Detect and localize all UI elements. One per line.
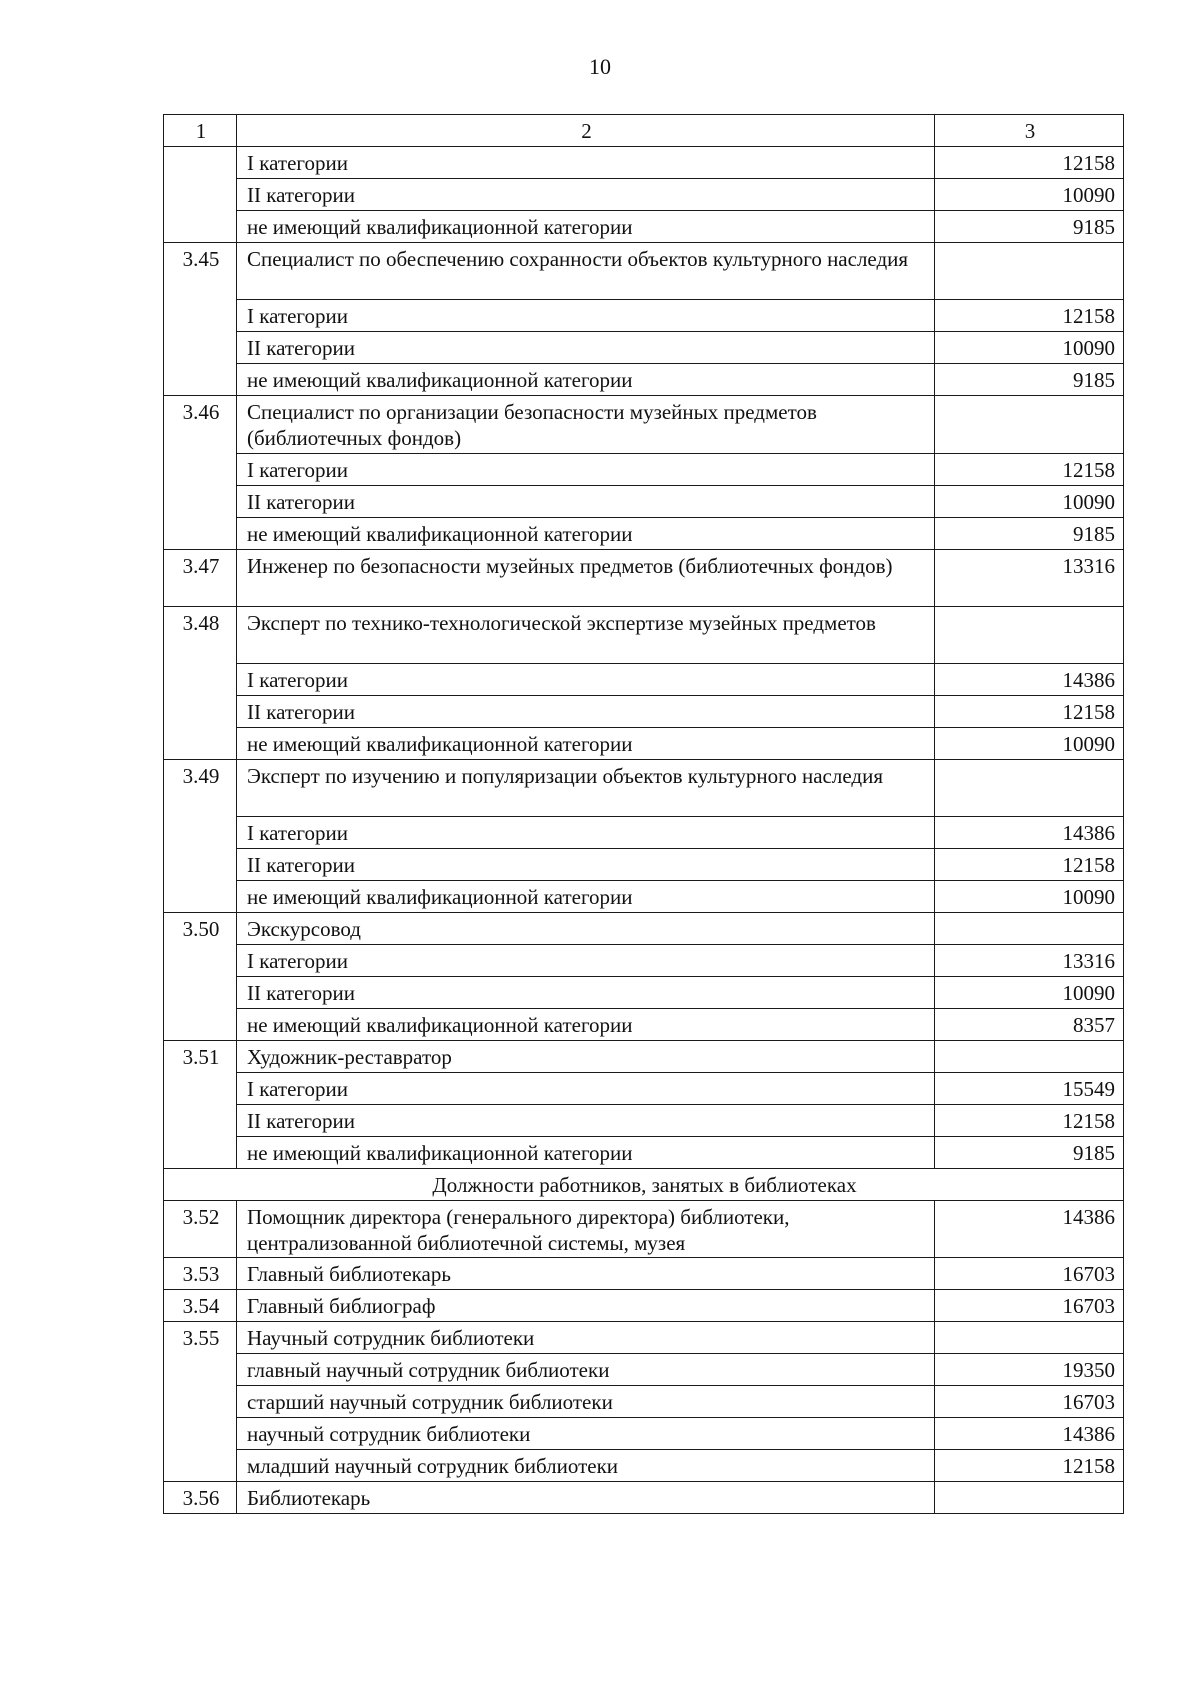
salary-value: 9185 [935,211,1124,243]
salary-value: 10090 [935,485,1124,517]
salary-value [935,759,1124,816]
category-label: I категории [237,1072,935,1104]
category-label: старший научный сотрудник библиотеки [237,1386,935,1418]
category-label: научный сотрудник библиотеки [237,1418,935,1450]
table-subrow [164,1450,1124,1482]
table-subrow [164,364,1124,396]
page-number: 10 [589,54,611,79]
item-number: 3.47 [164,549,237,606]
table-subrow [164,848,1124,880]
category-label: II категории [237,485,935,517]
table-subrow [164,179,1124,211]
table-row [164,759,1124,816]
salary-value: 10090 [935,332,1124,364]
category-label: I категории [237,944,935,976]
salary-value: 9185 [935,364,1124,396]
table-subrow [164,211,1124,243]
table-row [164,1200,1124,1258]
salary-value: 16703 [935,1290,1124,1322]
category-label: не имеющий квалификационной категории [237,1008,935,1040]
category-label: I категории [237,816,935,848]
category-label: не имеющий квалификационной категории [237,211,935,243]
table-subrow [164,1354,1124,1386]
salary-table [163,114,1124,1514]
position-title: Инженер по безопасности музейных предметов (библиотечных фондов) [237,549,935,606]
item-number: 3.48 [164,606,237,759]
salary-value: 12158 [935,1104,1124,1136]
table-subrow [164,1386,1124,1418]
salary-value [935,1322,1124,1354]
salary-value [935,243,1124,300]
table-row [164,243,1124,300]
item-number: 3.54 [164,1290,237,1322]
salary-value [935,1482,1124,1514]
salary-value: 10090 [935,727,1124,759]
table-subrow [164,332,1124,364]
category-label: I категории [237,663,935,695]
column-header-salary: 3 [935,115,1124,147]
table-body [164,115,1124,1514]
column-header-position: 2 [237,115,935,147]
category-label: не имеющий квалификационной категории [237,517,935,549]
table-row [164,396,1124,454]
salary-value: 14386 [935,1200,1124,1258]
salary-value: 9185 [935,1136,1124,1168]
table-row [164,1290,1124,1322]
table-row [164,912,1124,944]
table-subrow [164,1072,1124,1104]
table-row [164,606,1124,663]
column-header-number: 1 [164,115,237,147]
table-header-row [164,115,1124,147]
section-header-row [164,1168,1124,1200]
salary-value: 13316 [935,549,1124,606]
table-subrow [164,727,1124,759]
category-label: II категории [237,332,935,364]
salary-value: 9185 [935,517,1124,549]
category-label: II категории [237,179,935,211]
position-title: Экскурсовод [237,912,935,944]
table-subrow [164,485,1124,517]
position-title: Главный библиограф [237,1290,935,1322]
salary-value: 12158 [935,300,1124,332]
item-number: 3.46 [164,396,237,550]
position-title: Библиотекарь [237,1482,935,1514]
category-label: не имеющий квалификационной категории [237,880,935,912]
item-number: 3.45 [164,243,237,396]
salary-value: 10090 [935,976,1124,1008]
category-label: II категории [237,695,935,727]
category-label: не имеющий квалификационной категории [237,1136,935,1168]
salary-value: 12158 [935,1450,1124,1482]
salary-value: 14386 [935,663,1124,695]
salary-value [935,396,1124,454]
category-label: I категории [237,300,935,332]
table-subrow [164,1136,1124,1168]
salary-value: 12158 [935,147,1124,179]
table-subrow [164,453,1124,485]
category-label: не имеющий квалификационной категории [237,364,935,396]
item-number: 3.56 [164,1482,237,1514]
position-title: Эксперт по технико-технологической экспертизе музейных предметов [237,606,935,663]
salary-value: 10090 [935,179,1124,211]
salary-value: 12158 [935,848,1124,880]
salary-value [935,1040,1124,1072]
salary-value: 14386 [935,1418,1124,1450]
table-subrow [164,517,1124,549]
item-number: 3.53 [164,1258,237,1290]
item-number: 3.50 [164,912,237,1040]
table-row [164,1258,1124,1290]
item-number: 3.49 [164,759,237,912]
table-subrow [164,1008,1124,1040]
category-label: II категории [237,1104,935,1136]
category-label: I категории [237,453,935,485]
table-subrow [164,663,1124,695]
item-number-continued [164,147,237,243]
position-title: Специалист по организации безопасности музейных предметов (библиотечных фондов) [237,396,935,454]
salary-value: 19350 [935,1354,1124,1386]
category-label: II категории [237,976,935,1008]
item-number: 3.52 [164,1200,237,1258]
salary-value: 16703 [935,1386,1124,1418]
salary-value: 14386 [935,816,1124,848]
salary-value: 16703 [935,1258,1124,1290]
table-subrow [164,695,1124,727]
salary-value [935,606,1124,663]
section-header: Должности работников, занятых в библиотеках [164,1168,1124,1200]
position-title: Главный библиотекарь [237,1258,935,1290]
salary-value: 12158 [935,453,1124,485]
position-title: Помощник директора (генерального директора) библиотеки, централизованной библиотечной системы, музея [237,1200,935,1258]
position-title: Художник-реставратор [237,1040,935,1072]
salary-value [935,912,1124,944]
table-subrow [164,816,1124,848]
table-subrow [164,880,1124,912]
table-subrow [164,147,1124,179]
salary-value: 8357 [935,1008,1124,1040]
salary-value: 13316 [935,944,1124,976]
table-row [164,1482,1124,1514]
item-number: 3.51 [164,1040,237,1168]
category-label: не имеющий квалификационной категории [237,727,935,759]
position-title: Научный сотрудник библиотеки [237,1322,935,1354]
category-label: I категории [237,147,935,179]
table-subrow [164,1418,1124,1450]
category-label: младший научный сотрудник библиотеки [237,1450,935,1482]
item-number: 3.55 [164,1322,237,1482]
table-subrow [164,1104,1124,1136]
table-row [164,1322,1124,1354]
table-subrow [164,944,1124,976]
table-row [164,1040,1124,1072]
table-subrow [164,300,1124,332]
salary-value: 12158 [935,695,1124,727]
salary-value: 10090 [935,880,1124,912]
category-label: главный научный сотрудник библиотеки [237,1354,935,1386]
table-row [164,549,1124,606]
position-title: Эксперт по изучению и популяризации объектов культурного наследия [237,759,935,816]
salary-value: 15549 [935,1072,1124,1104]
table-subrow [164,976,1124,1008]
position-title: Специалист по обеспечению сохранности объектов культурного наследия [237,243,935,300]
category-label: II категории [237,848,935,880]
